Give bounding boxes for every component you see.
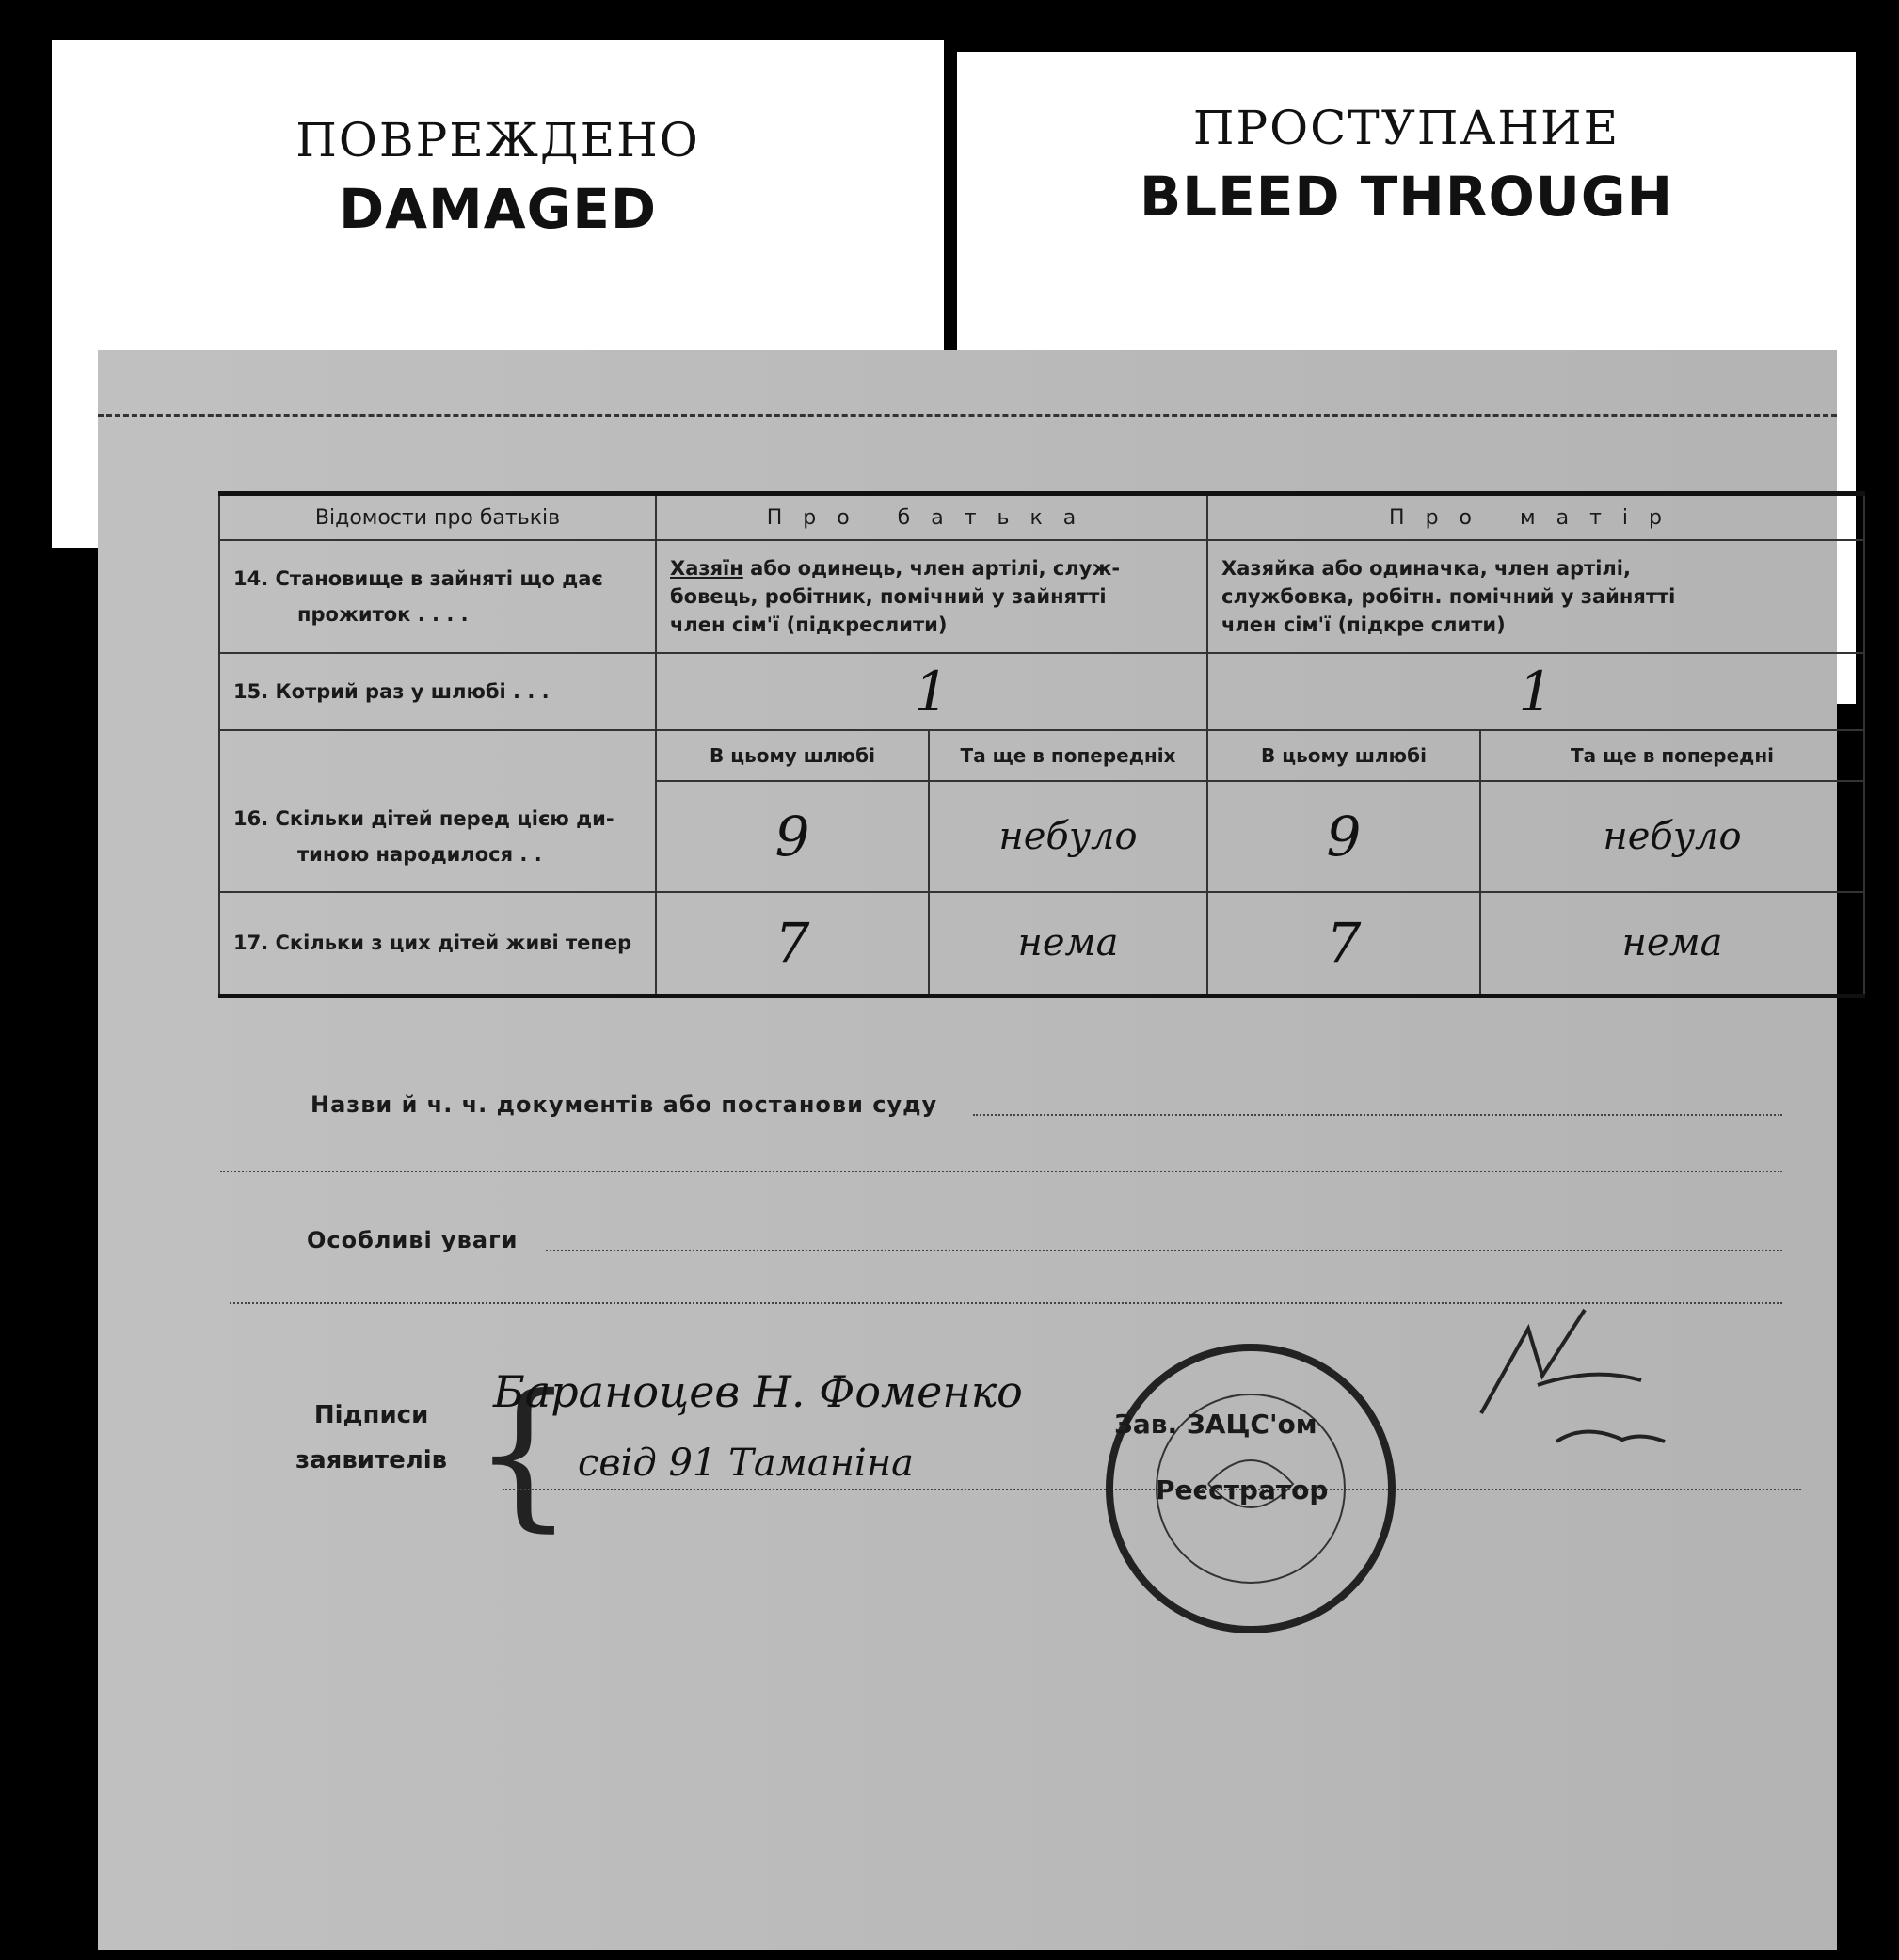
row-17-label: 17. Скільки з цих дітей живі тепер: [219, 892, 656, 996]
row-16-father-prev: небуло: [929, 781, 1207, 892]
damaged-label-ru: ПОВРЕЖДЕНО: [295, 113, 700, 167]
row-14-label-line1: 14. Становище в зайняті що дає: [233, 567, 603, 590]
header-father: Про батька: [656, 494, 1207, 541]
father-occupation-selected: Хазяїн: [670, 557, 743, 580]
remarks-field-line: [546, 1250, 1782, 1251]
remarks-field-label: Особливі уваги: [307, 1227, 519, 1253]
signatures-label: [295, 1393, 447, 1483]
zags-head-label: Зав. ЗАЦС'ом: [1114, 1409, 1317, 1440]
row-17-father-this: 7: [656, 892, 929, 996]
table-header-row: [219, 494, 1864, 541]
registrar-signature: [1453, 1291, 1679, 1470]
damaged-label-en: DAMAGED: [338, 177, 657, 241]
row-16-mother-this: 9: [1207, 781, 1480, 892]
subhead-father-previous: Та ще в попередніх: [929, 730, 1207, 781]
row-17-mother-prev: нема: [1480, 892, 1864, 996]
row-16-label-line1: 16. Скільки дітей перед цією ди-: [233, 807, 614, 830]
row-14-father: [656, 540, 1207, 653]
row-15-mother-value: 1: [1207, 653, 1864, 730]
row-15-label: 15. Котрий раз у шлюбі . . .: [219, 653, 656, 730]
row-14-label: [219, 540, 656, 653]
parents-info-table: [218, 491, 1865, 998]
row-17-children-alive: [219, 892, 1864, 996]
header-mother: Про матір: [1207, 494, 1864, 541]
row-14-occupation: [219, 540, 1864, 653]
subheader-row: [219, 730, 1864, 781]
row-15-marriage-count: [219, 653, 1864, 730]
documents-field-label: Назви й ч. ч. документів або постанови суду: [311, 1092, 938, 1118]
signatures-label-line1: Підписи: [313, 1401, 429, 1429]
header-parents-info: Відомости про батьків: [219, 494, 656, 541]
documents-field-line-2: [220, 1171, 1782, 1172]
subhead-father-this-marriage: В цьому шлюбі: [656, 730, 929, 781]
subhead-mother-previous: Та ще в попередні: [1480, 730, 1864, 781]
row-16-mother-prev: небуло: [1480, 781, 1864, 892]
mother-occupation-line1: Хазяйка або одиначка, член артілі,: [1221, 557, 1631, 580]
row-16-father-this: 9: [656, 781, 929, 892]
row-16-label: [219, 730, 656, 892]
father-occupation-line3: член сім'ї (підкреслити): [670, 613, 948, 636]
perforation-line: [98, 414, 1837, 417]
applicant-signature-2: свід 91 Таманіна: [578, 1442, 915, 1485]
signatures-label-line2: заявителів: [295, 1446, 448, 1474]
mother-occupation-line2: службовка, робітн. помічний у зайнятті: [1221, 585, 1676, 608]
row-17-mother-this: 7: [1207, 892, 1480, 996]
subhead-mother-this-marriage: В цьому шлюбі: [1207, 730, 1480, 781]
registrar-label: Реєстратор: [1156, 1474, 1329, 1506]
signature-brace: {: [472, 1361, 575, 1547]
document-sheet: [98, 350, 1837, 1950]
father-occupation-line2: бовець, робітник, помічний у зайнятті: [670, 585, 1107, 608]
row-14-label-line2: прожиток . . . .: [297, 603, 469, 626]
documents-field-line: [973, 1114, 1782, 1116]
row-17-father-prev: нема: [929, 892, 1207, 996]
row-15-father-value: 1: [656, 653, 1207, 730]
row-14-mother: [1207, 540, 1864, 653]
applicant-signature-1: Бараноцев Н. Фоменко: [493, 1366, 1023, 1417]
bleed-through-label-en: BLEED THROUGH: [1139, 165, 1674, 229]
mother-occupation-line3: член сім'ї (підкре слити): [1221, 613, 1506, 636]
row-16-label-line2: тиною народилося . .: [297, 843, 542, 866]
father-occupation-line1: або одинець, член артілі, служ-: [742, 557, 1121, 580]
bleed-through-label-ru: ПРОСТУПАНИЕ: [1192, 101, 1620, 155]
